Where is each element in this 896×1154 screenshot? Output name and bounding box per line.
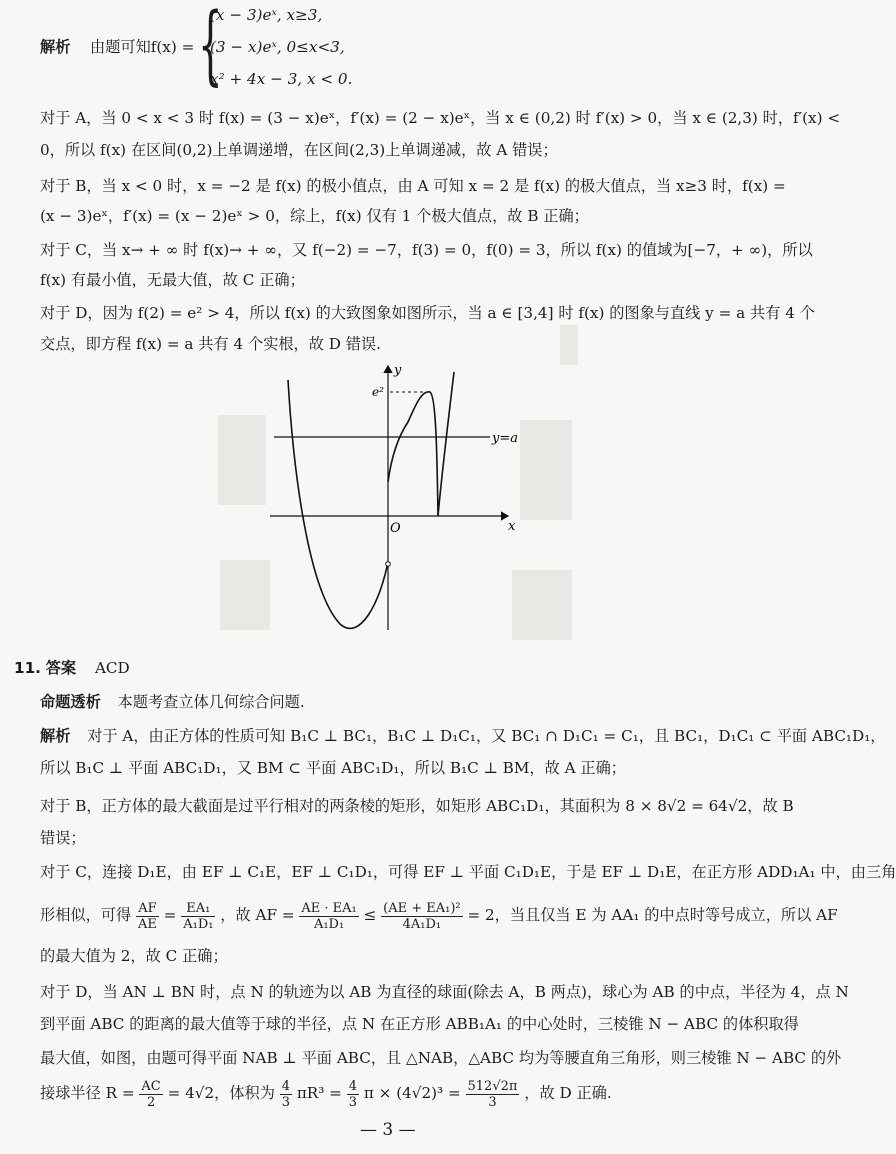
denominator: A₁D₁ [183, 916, 214, 932]
q11-line-6b: ，故 AF = [220, 906, 295, 924]
line-d2: 交点，即方程 f(x) = a 共有 4 个实根，故 D 错误. [40, 335, 381, 353]
scan-smudge [218, 415, 266, 505]
denominator: A₁D₁ [313, 916, 345, 932]
line-d1: 对于 D，因为 f(2) = e² > 4，所以 f(x) 的大致图象如图所示，当 a ∈ [3,4] 时 f(x) 的图象与直线 y = a 共有 4 个 [40, 304, 815, 322]
scan-smudge [560, 325, 578, 365]
denominator: 2 [146, 1094, 156, 1110]
fraction [136, 901, 159, 932]
peak-label: e² [372, 385, 384, 399]
open-point [386, 562, 391, 567]
q11-line-6 [40, 898, 838, 932]
numerator: AE · EA₁ [301, 900, 357, 916]
q11-line-1 [40, 726, 885, 746]
answer-label: 答案 [45, 659, 77, 677]
q11-line-7: 的最大值为 2，故 C 正确； [40, 947, 228, 965]
numerator: (AE + EA₁)² [383, 900, 461, 916]
intent-row [40, 692, 305, 712]
line-a1: 对于 A，当 0 < x < 3 时 f(x) = (3 − x)eˣ，f′(x) = (2 − x)eˣ，当 x ∈ (0,2) 时 f′(x) > 0，当 x ∈ (2,3) 时，f′(x) < [40, 109, 841, 127]
q11-line-11c: πR³ = [296, 1084, 342, 1102]
q11-line-10: 最大值，如图，由题可得平面 NAB ⊥ 平面 ABC，且 △NAB，△ABC 均为等腰直角三角形，则三棱锥 N − ABC 的外 [40, 1049, 842, 1067]
page-number: — 3 — [360, 1120, 416, 1140]
q11-line-11d: π × (4√2)³ = [363, 1084, 461, 1102]
denominator: 3 [348, 1094, 357, 1110]
numerator: 4 [348, 1078, 357, 1094]
numerator: 4 [281, 1078, 290, 1094]
intent-label: 命题透析 [40, 693, 101, 711]
numerator: AF [136, 901, 159, 917]
q11-line-5: 对于 C，连接 D₁E，由 EF ⊥ C₁E，EF ⊥ C₁D₁，可得 EF ⊥ 平面 C₁D₁E，于是 EF ⊥ D₁E，在正方形 ADD₁A₁ 中，由三角 [40, 863, 896, 881]
piecewise-block [0, 0, 794, 100]
denominator: 3 [488, 1094, 497, 1110]
fraction [299, 901, 358, 932]
q11-line-8: 对于 D，当 AN ⊥ BN 时，点 N 的轨迹为以 AB 为直径的球面(除去 A，B 两点)，球心为 AB 的中点，半径为 4，点 N [40, 983, 849, 1001]
fraction [466, 1079, 520, 1110]
scan-smudge [220, 560, 270, 630]
middle-curve [388, 392, 438, 516]
line-b2: (x − 3)eˣ，f′(x) = (x − 2)eˣ > 0，综上，f(x) 仅有 1 个极大值点，故 B 正确； [40, 207, 589, 225]
answer-value: ACD [94, 659, 130, 677]
q11-line-11b: = 4√2，体积为 [167, 1084, 275, 1102]
x-axis-label: x [508, 519, 516, 534]
numerator: AC [141, 1078, 161, 1094]
function-graph [270, 362, 530, 634]
piece-1: (x − 3)eˣ, x≥3, [210, 6, 323, 24]
q11-line-4: 错误； [40, 829, 86, 847]
denominator: 4A₁D₁ [402, 916, 442, 932]
q11-line-11a: 接球半径 R = [40, 1084, 135, 1102]
line-a2: 0，所以 f(x) 在区间(0,2)上单调递增，在区间(2,3)上单调递减，故 A 错误； [40, 141, 558, 159]
numerator: EA₁ [181, 901, 215, 917]
fraction [381, 901, 462, 932]
numerator: 512√2π [467, 1078, 518, 1094]
q11-line-2: 所以 B₁C ⊥ 平面 ABC₁D₁，又 BM ⊂ 平面 ABC₁D₁，所以 B₁C ⊥ BM，故 A 正确； [40, 759, 626, 777]
line-label: y=a [492, 431, 518, 446]
line-c2: f(x) 有最小值，无最大值，故 C 正确； [40, 271, 305, 289]
le-sign: ≤ [363, 906, 377, 924]
y-axis-label: y [394, 363, 402, 378]
q11-analysis-label: 解析 [40, 727, 71, 745]
q11-line-11 [40, 1076, 612, 1110]
left-curve [288, 380, 388, 628]
q11-line-6a: 形相似，可得 [40, 906, 132, 924]
piece-2: (3 − x)eˣ, 0≤x<3, [210, 38, 345, 56]
q11-answer-row [14, 658, 130, 678]
fraction [280, 1079, 292, 1110]
q11-text-1: 对于 A，由正方体的性质可知 B₁C ⊥ BC₁，B₁C ⊥ D₁C₁，又 BC₁ ∩ D₁C₁ = C₁，且 BC₁，D₁C₁ ⊂ 平面 ABC₁D₁， [87, 727, 886, 745]
fraction [139, 1079, 162, 1110]
analysis-label: 解析 [40, 38, 71, 56]
piecewise-brace: { [198, 0, 223, 95]
piece-3: x² + 4x − 3, x < 0. [210, 70, 353, 88]
fraction [181, 901, 215, 932]
right-curve [438, 372, 454, 516]
intent-text: 本题考查立体几何综合问题. [117, 693, 305, 711]
q11-line-3: 对于 B，正方体的最大截面是过平行相对的两条棱的矩形，如矩形 ABC₁D₁，其面积为 8 × 8√2 = 64√2，故 B [40, 797, 794, 815]
denominator: 3 [281, 1094, 290, 1110]
equals-sign: = [163, 906, 177, 924]
piecewise-intro: 由题可知f(x) = [90, 38, 195, 56]
q11-line-9: 到平面 ABC 的距离的最大值等于球的半径，点 N 在正方形 ABB₁A₁ 的中心处时，三棱锥 N − ABC 的体积取得 [40, 1015, 799, 1033]
fraction [347, 1079, 359, 1110]
q11-number: 11. [14, 659, 41, 677]
line-c1: 对于 C，当 x→ + ∞ 时 f(x)→ + ∞，又 f(−2) = −7，f(3) = 0，f(0) = 3，所以 f(x) 的值域为[−7，+ ∞)，所以 [40, 241, 813, 259]
line-b1: 对于 B，当 x < 0 时，x = −2 是 f(x) 的极小值点，由 A 可知 x = 2 是 f(x) 的极大值点，当 x≥3 时，f(x) = [40, 177, 786, 195]
q11-line-6c: = 2，当且仅当 E 为 AA₁ 的中点时等号成立，所以 AF [467, 906, 838, 924]
origin-label: O [390, 521, 401, 536]
denominator: AE [137, 916, 157, 932]
q11-line-11e: ，故 D 正确. [524, 1084, 612, 1102]
